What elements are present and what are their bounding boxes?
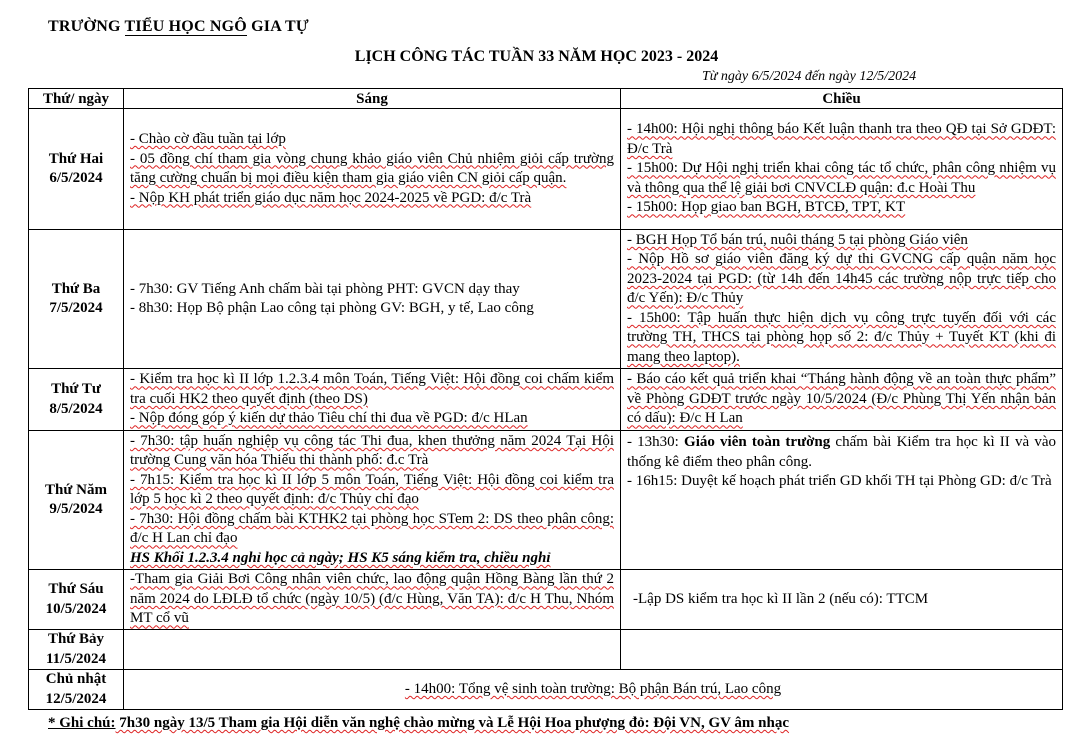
day-cell bbox=[29, 431, 124, 570]
afternoon-cell bbox=[621, 570, 1063, 630]
list-item: - 7h30: Hội đồng chấm bài KTHK2 tại phòng học STem 2: DS theo phân công: đ/c H Lan chỉ đạo bbox=[130, 510, 614, 547]
day-cell bbox=[29, 369, 124, 431]
list-item: - Nộp Hồ sơ giáo viên đăng ký dự thi GVCNG cấp quận năm học 2023-2024 tại PGD: (từ 14h đến 14h45 các trường nộp trực tiếp cho đ/c Yến): Đ/c Thủy bbox=[627, 251, 1056, 307]
list-item: - 16h15: Duyệt kế hoạch phát triển GD khối TH tại Phòng GD: đ/c Trà bbox=[627, 473, 1052, 489]
table-row bbox=[29, 431, 1063, 570]
col-header-afternoon: Chiều bbox=[621, 89, 1063, 109]
list-item: - 05 đồng chí tham gia vòng chung khảo giáo viên Chủ nhiệm giỏi cấp trường tăng cường chuẩn bị mọi điều kiện tham gia giáo viên CN giỏi cấp quận. bbox=[130, 150, 614, 186]
day-cell bbox=[29, 630, 124, 670]
morning-cell bbox=[124, 109, 621, 230]
morning-cell bbox=[124, 230, 621, 369]
school-name bbox=[48, 18, 309, 36]
day-cell bbox=[29, 570, 124, 630]
day-cell bbox=[29, 670, 124, 710]
list-item: - 7h30: GV Tiếng Anh chấm bài tại phòng PHT: GVCN dạy thay bbox=[130, 280, 520, 297]
footer-note bbox=[48, 715, 789, 732]
list-item: - 7h15: Kiểm tra học kì II lớp 5 môn Toán, Tiếng Việt: Hội đồng coi kiểm tra lớp 5 học kì 2 theo quyết định: đ/c Thủy chỉ đạo bbox=[130, 471, 614, 508]
item-emphasis: Giáo viên toàn trường bbox=[684, 434, 831, 450]
date-range: Từ ngày 6/5/2024 đến ngày 12/5/2024 bbox=[702, 69, 917, 84]
item-prefix: - 13h30: bbox=[627, 434, 685, 450]
day-name: Thứ Sáu bbox=[48, 581, 104, 597]
sunday-merged-cell bbox=[124, 670, 1063, 710]
day-date: 9/5/2024 bbox=[49, 501, 103, 517]
list-item: - 14h00: Hội nghị thông báo Kết luận thanh tra theo QĐ tại Sở GDĐT: Đ/c Trà bbox=[627, 121, 1056, 157]
afternoon-cell bbox=[621, 630, 1063, 670]
note-text: 7h30 ngày 13/5 Tham gia Hội diễn văn nghệ chào mừng và Lễ Hội Hoa phượng đỏ: Đội VN, GV âm nhạc bbox=[115, 715, 790, 731]
table-row bbox=[29, 369, 1063, 431]
day-date: 11/5/2024 bbox=[45, 650, 106, 667]
list-item: - Nộp đóng góp ý kiến dự thảo Tiêu chí thi đua về PGD: đ/c HLan bbox=[130, 410, 528, 427]
list-item: - 7h30: tập huấn nghiệp vụ công tác Thi đua, khen thưởng năm 2024 Tại Hội trường Cung văn hóa Thiếu thi thành phố: đ.c Trà bbox=[130, 432, 614, 469]
day-name: Thứ Bảy bbox=[47, 631, 105, 647]
list-item: - 15h00: Tập huấn thực hiện dịch vụ công trực tuyến đối với các trường TH, THCS tại phòng họp số 2: đ/c Thủy + Tuyết KT (khi đi mang theo laptop). bbox=[627, 309, 1056, 365]
list-item: - Kiểm tra học kì II lớp 1.2.3.4 môn Toán, Tiếng Việt: Hội đồng coi chấm kiểm tra cuối HK2 theo quyết định (theo DS) bbox=[130, 371, 614, 407]
list-item: - 14h00: Tổng vệ sinh toàn trường: Bộ phận Bán trú, Lao công bbox=[404, 680, 782, 697]
day-date: 8/5/2024 bbox=[49, 400, 103, 417]
list-item: - BGH Họp Tổ bán trú, nuôi tháng 5 tại phòng Giáo viên bbox=[627, 231, 968, 248]
table-row bbox=[29, 109, 1063, 230]
day-name: Thứ Hai bbox=[48, 150, 104, 167]
day-date: 12/5/2024 bbox=[45, 690, 107, 707]
morning-note: HS Khối 1.2.3.4 nghỉ học cả ngày; HS K5 sáng kiểm tra, chiều nghỉ bbox=[130, 549, 551, 566]
day-cell bbox=[29, 230, 124, 369]
list-item: - 15h00: Dự Hội nghị triển khai công tác tổ chức, phân công nhiệm vụ và thông qua thể lệ giải bơi CNVCLĐ quận: đ.c Hoài Thu bbox=[627, 160, 1056, 196]
col-header-day: Thứ/ ngày bbox=[29, 89, 124, 109]
schedule-table bbox=[28, 88, 1063, 710]
day-date: 7/5/2024 bbox=[49, 300, 103, 316]
school-name-part3: GIA TỰ bbox=[246, 18, 309, 35]
table-row bbox=[29, 230, 1063, 369]
col-header-morning: Sáng bbox=[124, 89, 621, 109]
school-name-part1: TRƯỜNG bbox=[48, 18, 125, 35]
morning-cell bbox=[124, 630, 621, 670]
list-item: -Tham gia Giải Bơi Công nhân viên chức, lao động quận Hồng Bàng lần thứ 2 năm 2024 do LĐLĐ tổ chức (ngày 10/5) (đ/c Hùng, Văn TA): đ/c H Thu, Nhóm MT cổ vũ bbox=[130, 571, 614, 627]
table-row bbox=[29, 670, 1063, 710]
list-item: - Báo cáo kết quả triển khai “Tháng hành động về an toàn thực phẩm” về Phòng GDĐT trước ngày 10/5/2024 (Đ/c Phùng Thị Yến nhận bản có dấu): Đ/c H Lan bbox=[627, 371, 1056, 427]
morning-cell bbox=[124, 570, 621, 630]
afternoon-cell bbox=[621, 230, 1063, 369]
afternoon-cell bbox=[621, 369, 1063, 431]
day-name: Chủ nhật bbox=[45, 671, 107, 687]
table-row bbox=[29, 630, 1063, 670]
list-item: - Nộp KH phát triển giáo dục năm học 2024-2025 về PGD: đ/c Trà bbox=[130, 189, 532, 206]
day-name: Thứ Năm bbox=[45, 481, 107, 498]
afternoon-cell bbox=[621, 109, 1063, 230]
header-row bbox=[29, 89, 1063, 109]
morning-cell bbox=[124, 431, 621, 570]
list-item: - Chào cờ đầu tuần tại lớp bbox=[130, 131, 286, 147]
day-cell bbox=[29, 109, 124, 230]
list-item: -Lập DS kiểm tra học kì II lần 2 (nếu có): TTCM bbox=[633, 590, 929, 607]
school-name-part2: TIỂU HỌC NGÔ bbox=[124, 18, 247, 35]
afternoon-cell bbox=[621, 431, 1063, 570]
table-row bbox=[29, 570, 1063, 630]
list-item bbox=[627, 433, 1056, 472]
list-item: - 15h00: Họp giao ban BGH, BTCĐ, TPT, KT bbox=[627, 199, 906, 216]
day-date: 10/5/2024 bbox=[45, 600, 107, 617]
day-name: Thứ Ba bbox=[51, 280, 101, 297]
item-suffix: chấm bài Kiểm tra học kì II và vào thống kê điểm theo phân công. bbox=[627, 434, 1056, 470]
list-item: - 8h30: Họp Bộ phận Lao công tại phòng GV: BGH, y tế, Lao công bbox=[130, 300, 534, 316]
note-label: * Ghi chú: bbox=[48, 715, 116, 731]
schedule-title: LỊCH CÔNG TÁC TUẦN 33 NĂM HỌC 2023 - 2024 bbox=[354, 48, 719, 65]
day-date: 6/5/2024 bbox=[49, 170, 103, 186]
day-name: Thứ Tư bbox=[51, 381, 101, 397]
morning-cell bbox=[124, 369, 621, 431]
